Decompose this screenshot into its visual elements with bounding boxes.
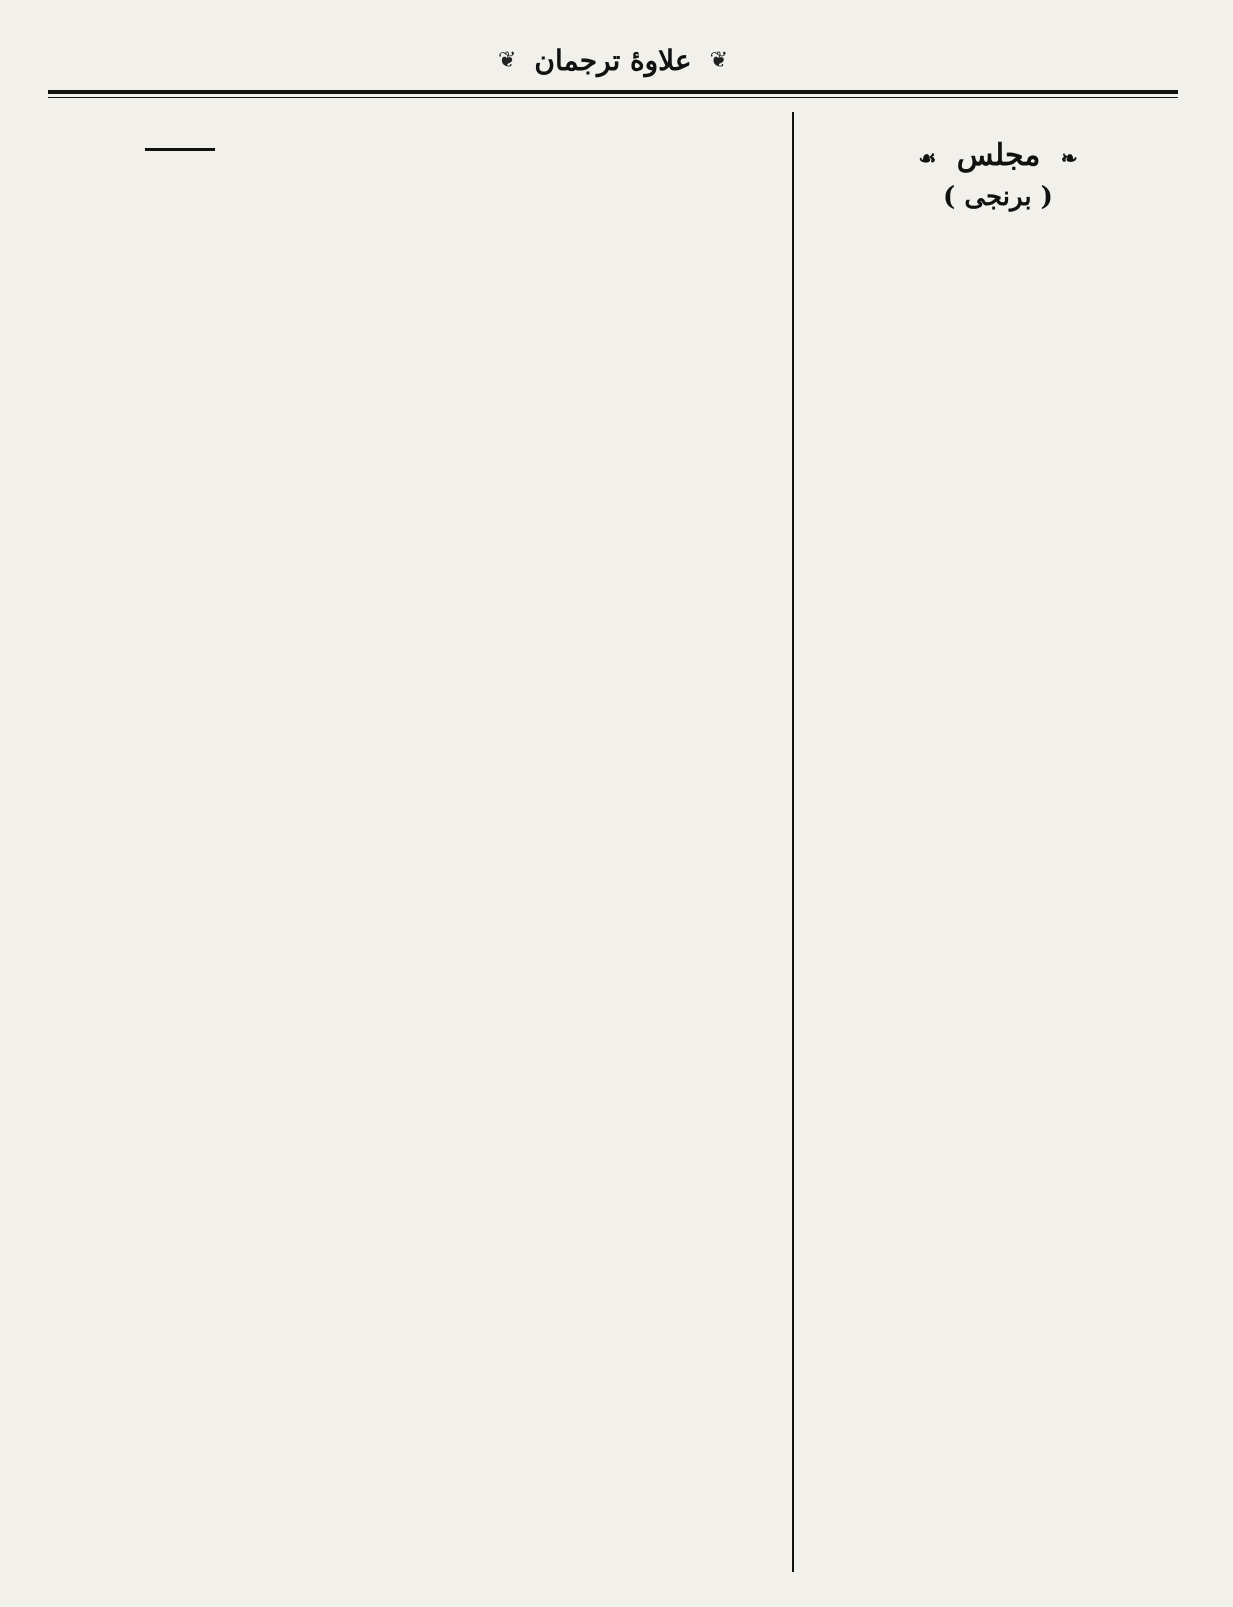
column-right bbox=[818, 112, 1178, 1572]
article-columns bbox=[48, 112, 1178, 1572]
section-subtitle: ( برنجی ) bbox=[943, 182, 1053, 212]
newspaper-page bbox=[48, 36, 1178, 1576]
masthead bbox=[48, 36, 1178, 84]
section-heading bbox=[818, 140, 1178, 174]
section-title: مجلس bbox=[956, 138, 1041, 173]
column-left bbox=[0, 112, 360, 1572]
end-rule bbox=[145, 148, 215, 151]
masthead-title: علاوهٔ ترجمان bbox=[534, 43, 692, 77]
ornament-icon: ❦ bbox=[709, 47, 729, 73]
column-divider bbox=[792, 112, 794, 1572]
ornament-icon: ❦ bbox=[497, 47, 517, 73]
column-middle bbox=[409, 112, 769, 1572]
ornament-icon: ❧ bbox=[1060, 146, 1078, 170]
column-gap bbox=[383, 112, 385, 1572]
ornament-icon: ☙ bbox=[918, 146, 937, 170]
header-rule-thin bbox=[48, 97, 1178, 98]
header-rule bbox=[48, 90, 1178, 94]
